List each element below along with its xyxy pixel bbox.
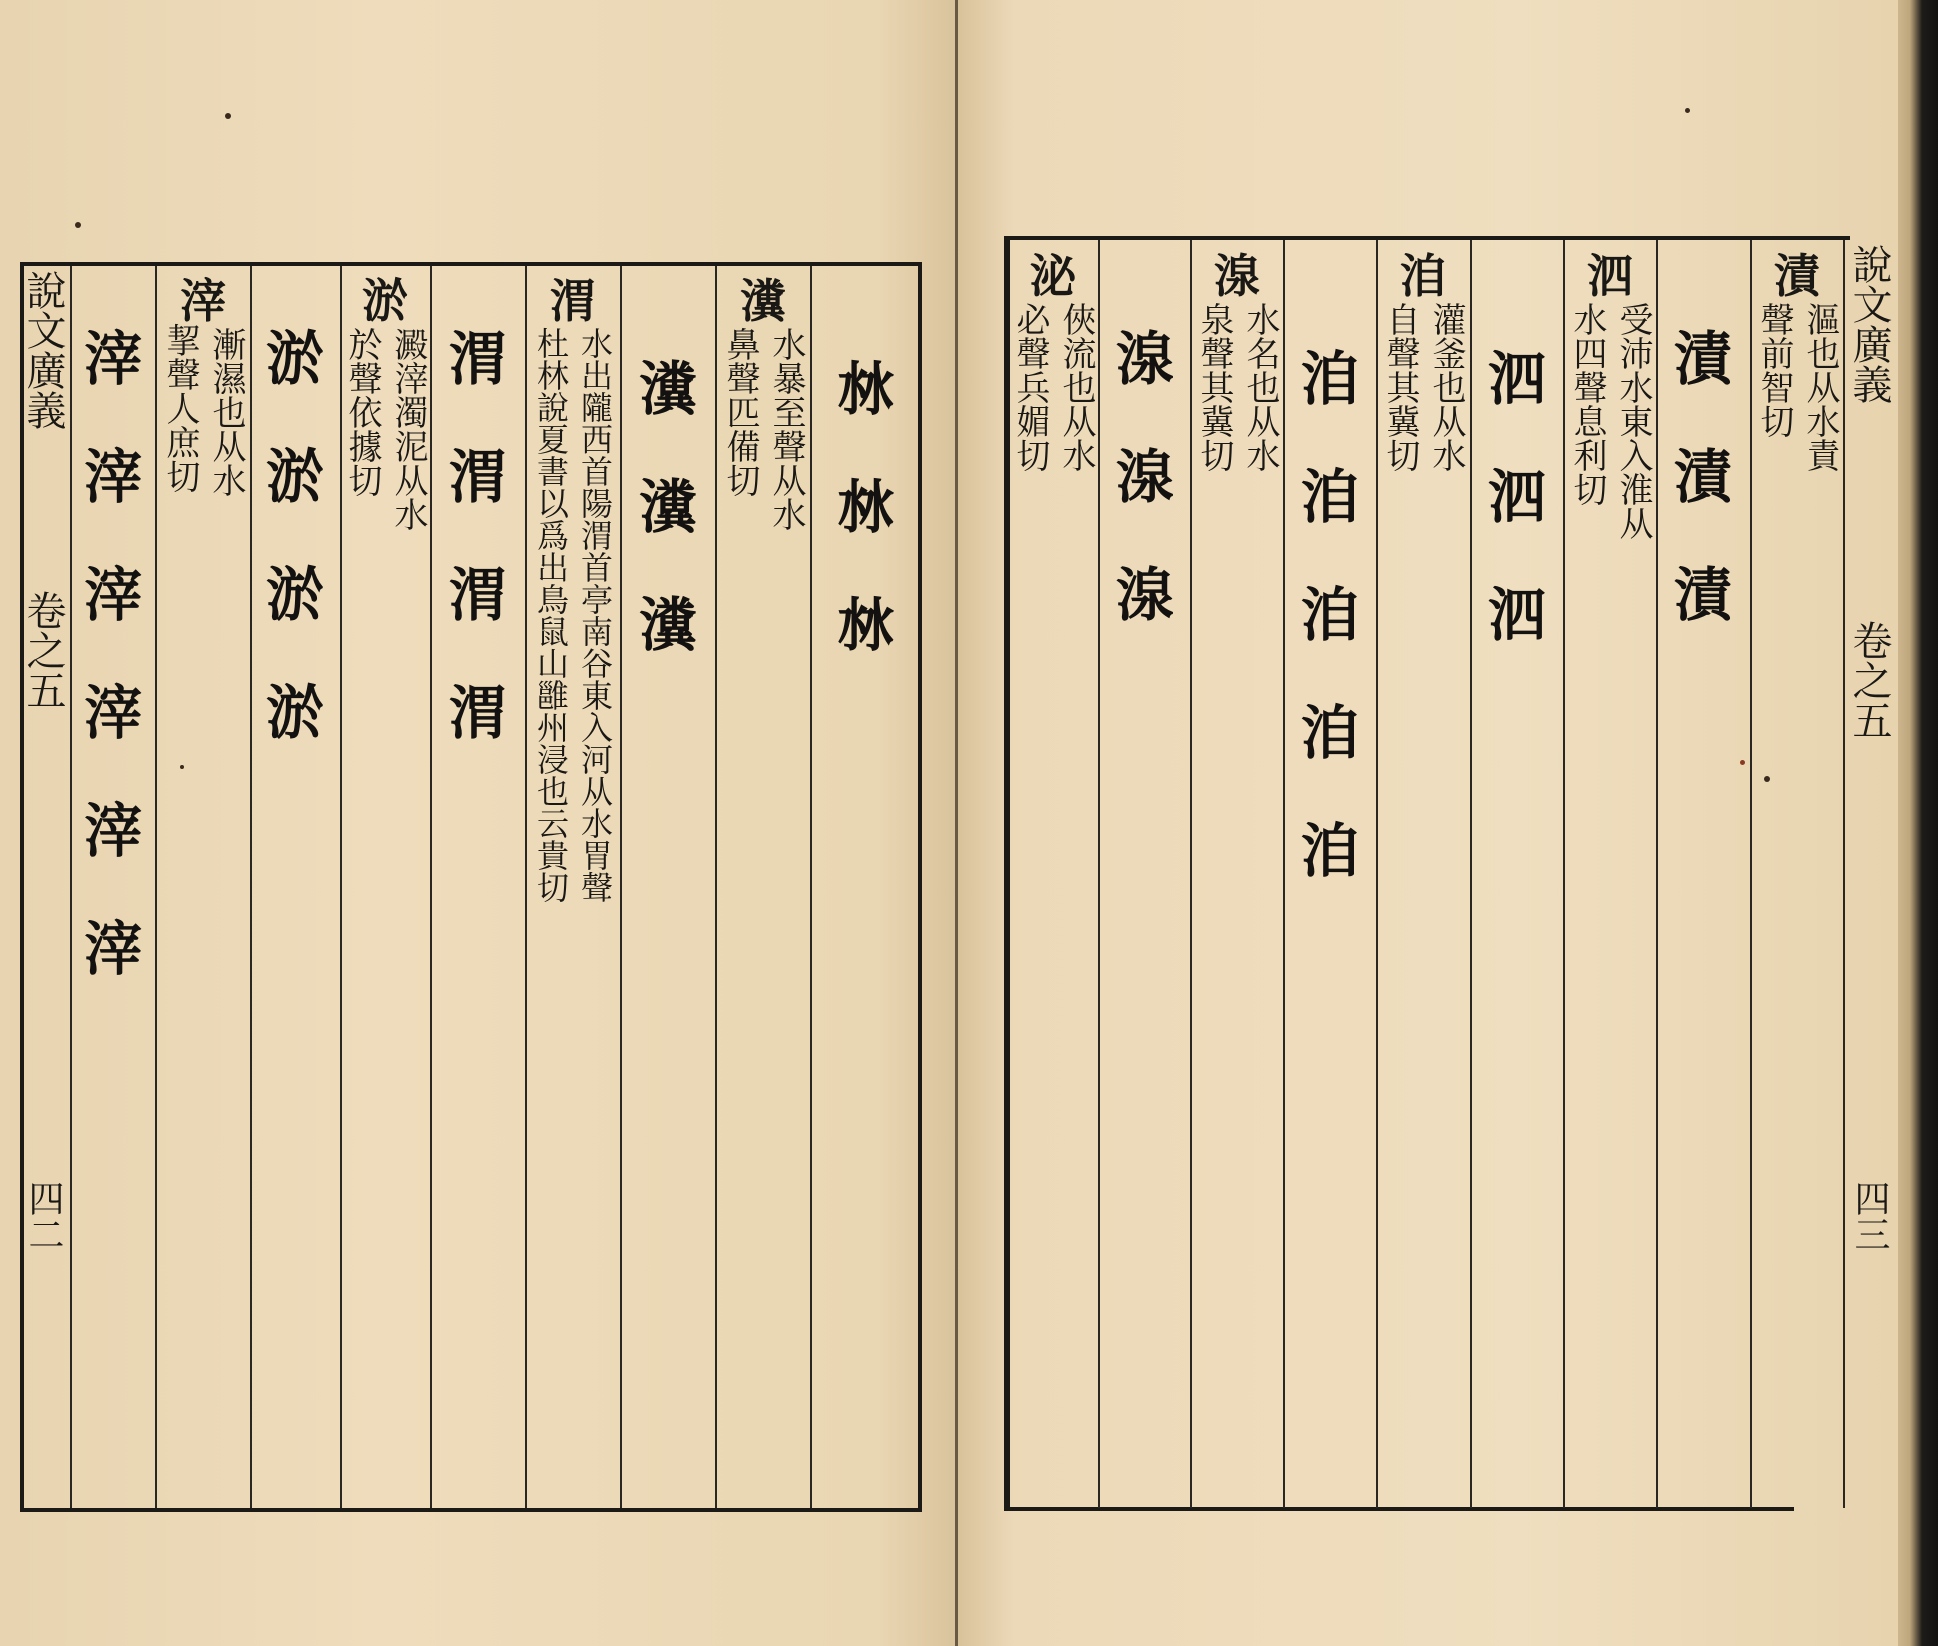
entry-gloss [531,327,615,903]
entry-gloss [1753,302,1841,472]
gloss-line: 杜林說夏書以爲出鳥鼠山雝州浸也云貴切 [532,327,570,903]
ink-speck [75,222,81,228]
entry-zi2 [1752,250,1842,472]
entry-head-character: 洎 [1400,249,1446,303]
gloss-line: 泉聲其冀切 [1194,302,1234,472]
right-page [958,0,1898,1646]
seal-glyph: 湶 [1115,443,1174,511]
seal-glyph: 沝 [836,355,895,423]
gloss-line: 水暴至聲从水 [766,327,806,531]
right-margin-page: 四三 [1849,1180,1890,1252]
entry-head-character: 滓 [180,274,226,328]
entry-gloss [159,323,247,497]
ink-speck [1764,776,1770,782]
seal-column-yu [252,300,338,772]
seal-glyph: 洎 [1300,817,1359,885]
seal-column-si [1472,320,1562,674]
seal-glyph: 洎 [1300,581,1359,649]
entry-quan [1192,250,1282,472]
entry-fen [717,275,809,531]
entry-yu [342,275,428,531]
seal-column-quan [1100,300,1190,654]
gloss-line: 水出隴西首陽渭首亭南谷東入河从水胃聲 [576,327,614,903]
seal-glyph: 洎 [1300,699,1359,767]
seal-column-zi2 [1658,300,1748,654]
entry-gloss [719,327,807,531]
ink-speck [225,113,231,119]
gloss-line: 於聲依據切 [342,327,382,497]
book-edge [1898,0,1938,1646]
seal-glyph: 沝 [836,591,895,659]
column-rule [1843,240,1845,1508]
top-rule [1004,236,1850,240]
entry-gloss [1193,302,1281,472]
entry-gloss [1566,302,1654,540]
ink-speck [180,765,184,769]
gloss-line: 受沛水東入淮从 [1613,302,1653,540]
gloss-line: 水四聲息利切 [1567,302,1607,506]
seal-glyph: 洎 [1300,463,1359,531]
gloss-line: 漚也从水責 [1800,302,1840,472]
entry-head-character: 湶 [1214,249,1260,303]
seal-glyph: 淤 [265,325,324,393]
seal-glyph: 淤 [265,561,324,629]
seal-glyph: 滓 [83,915,142,983]
seal-glyph: 瀵 [638,473,697,541]
seal-glyph: 泗 [1487,581,1546,649]
entry-si [1565,250,1655,540]
gloss-line: 水名也从水 [1240,302,1280,472]
seal-column-fen [622,330,714,684]
seal-glyph: 渭 [448,561,507,629]
seal-glyph: 渭 [448,325,507,393]
seal-glyph: 滓 [83,443,142,511]
gloss-line: 漸濕也从水 [206,327,246,497]
left-margin-volume: 卷之五 [20,590,66,710]
ink-speck [1685,108,1690,113]
seal-glyph: 漬 [1673,325,1732,393]
gloss-line: 挈聲人庶切 [160,323,200,493]
entry-gloss [341,327,429,531]
seal-glyph: 沝 [836,473,895,541]
seal-glyph: 泗 [1487,463,1546,531]
seal-glyph: 湶 [1115,561,1174,629]
right-margin-volume: 卷之五 [1846,620,1892,740]
gloss-line: 聲前智切 [1754,302,1794,438]
gloss-line: 灌釜也从水 [1426,302,1466,472]
entry-head-character: 漬 [1774,249,1820,303]
seal-column-zhui [812,330,920,684]
left-margin-title: 說文廣義 [20,270,66,430]
gloss-line: 自聲其冀切 [1380,302,1420,472]
seal-column-ji [1285,320,1375,910]
right-margin-title: 說文廣義 [1846,244,1892,404]
seal-glyph: 湶 [1115,325,1174,393]
entry-head-character: 泗 [1587,249,1633,303]
entry-wei [527,275,619,903]
seal-glyph: 淤 [265,443,324,511]
entry-head-character: 泌 [1030,249,1076,303]
left-page [0,0,955,1646]
seal-glyph: 渭 [448,443,507,511]
gloss-line: 必聲兵媚切 [1010,302,1050,472]
left-margin-page: 四二 [23,1180,64,1252]
entry-head-character: 渭 [550,274,596,328]
seal-glyph: 渭 [448,679,507,747]
entry-gloss [1379,302,1467,472]
seal-glyph: 滓 [83,325,142,393]
seal-glyph: 滓 [83,679,142,747]
seal-column-zi [72,300,154,1008]
entry-bi [1010,250,1096,472]
seal-glyph: 漬 [1673,561,1732,629]
entry-zi [157,275,249,497]
seal-glyph: 瀵 [638,591,697,659]
entry-head-character: 淤 [362,274,408,328]
entry-ji [1378,250,1468,472]
entry-gloss [1009,302,1097,472]
gloss-line: 澱滓濁泥从水 [388,327,428,531]
seal-glyph: 滓 [83,561,142,629]
seal-glyph: 泗 [1487,345,1546,413]
entry-head-character: 瀵 [740,274,786,328]
seal-glyph: 漬 [1673,443,1732,511]
seal-column-wei [432,300,524,772]
seal-glyph: 瀵 [638,355,697,423]
seal-glyph: 洎 [1300,345,1359,413]
ink-speck [1740,760,1745,765]
seal-glyph: 淤 [265,679,324,747]
seal-glyph: 滓 [83,797,142,865]
gloss-line: 俠流也从水 [1056,302,1096,472]
gloss-line: 鼻聲匹備切 [720,327,760,497]
